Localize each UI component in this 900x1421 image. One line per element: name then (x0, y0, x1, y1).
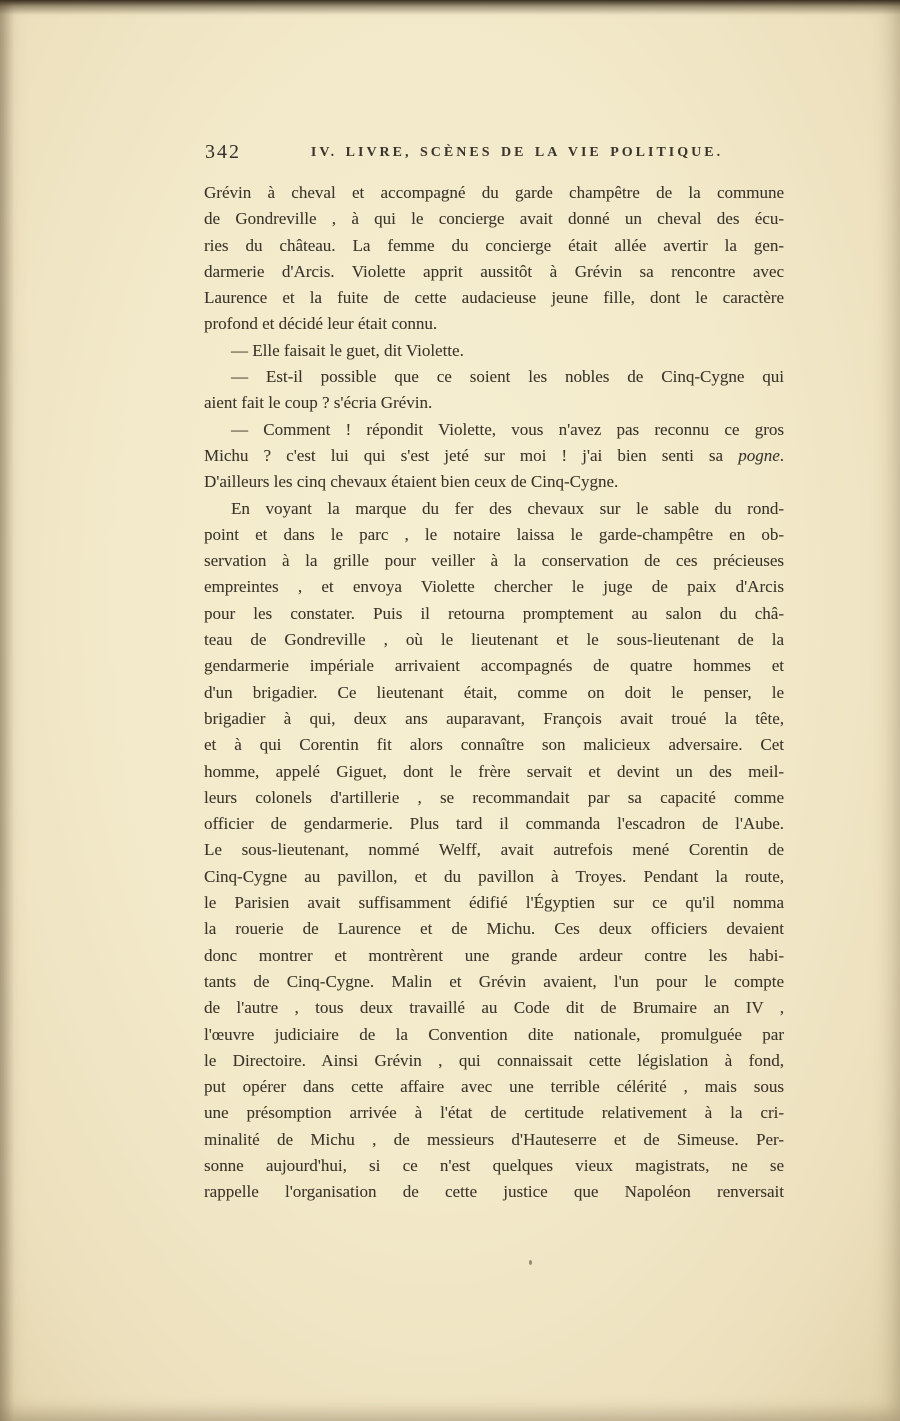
text-line: En voyant la marque du fer des chevaux sur le sable du rond- (231, 498, 784, 518)
text-line: Laurence et la fuite de cette audacieuse jeune fille, dont le caractère (204, 288, 784, 308)
text-line: la rouerie de Laurence et de Michu. Ces deux officiers devaient (204, 919, 784, 939)
text-block (204, 180, 784, 1206)
text-line: ries du château. La femme du concierge était allée avertir la gen- (204, 235, 784, 255)
text-line: pour les constater. Puis il retourna promptement au salon du châ- (204, 603, 784, 623)
text-line: Michu ? c'est lui qui s'est jeté sur moi ! j'ai bien senti sa pogne. (204, 445, 784, 465)
text-line: le Directoire. Ainsi Grévin , qui connaissait cette législation à fond, (204, 1050, 784, 1070)
text-line: homme, appelé Giguet, dont le frère servait et devint un des meil- (204, 761, 784, 781)
text-line: Le sous-lieutenant, nommé Welff, avait autrefois mené Corentin de (204, 840, 784, 860)
text-line: de l'autre , tous deux travaillé au Code dit de Brumaire an IV , (204, 998, 784, 1018)
text-line: put opérer dans cette affaire avec une terrible célérité , mais sous (204, 1077, 784, 1097)
text-line: d'un brigadier. Ce lieutenant était, comme on doit le penser, le (204, 682, 784, 702)
text-line: aient fait le coup ? s'écria Grévin. (204, 393, 433, 413)
text-line: empreintes , et envoya Violette chercher le juge de paix d'Arcis (204, 577, 784, 597)
text-line: teau de Gondreville , où le lieutenant et le sous-lieutenant de la (204, 630, 784, 650)
text-line: brigadier à qui, deux ans auparavant, François avait troué la tête, (204, 708, 784, 728)
text-line: point et dans le parc , le notaire laissa le garde-champêtre en ob- (204, 524, 784, 544)
text-line: — Comment ! répondit Violette, vous n'avez pas reconnu ce gros (231, 419, 784, 439)
text-line: de Gondreville , à qui le concierge avait donné un cheval des écu- (204, 209, 784, 229)
text-line: l'œuvre judiciaire de la Convention dite nationale, promulguée par (204, 1024, 784, 1044)
text-line: — Est-il possible que ce soient les nobles de Cinq-Cygne qui (231, 367, 784, 387)
text-line: officier de gendarmerie. Plus tard il commanda l'escadron de l'Aube. (204, 814, 784, 834)
text-line: servation à la grille pour veiller à la conservation de ces précieuses (204, 551, 784, 571)
text-line: le Parisien avait suffisamment édifié l'Égyptien sur ce qu'il nomma (204, 893, 784, 913)
running-title: IV. LIVRE, SCÈNES DE LA VIE POLITIQUE. (310, 145, 724, 160)
page-header (204, 141, 784, 167)
text-line: rappelle l'organisation de cette justice que Napoléon renversait (204, 1182, 784, 1202)
text-line: — Elle faisait le guet, dit Violette. (231, 340, 464, 360)
text-line: tants de Cinq-Cygne. Malin et Grévin avaient, l'un pour le compte (204, 971, 784, 991)
text-line: Cinq-Cygne au pavillon, et du pavillon à Troyes. Pendant la route, (204, 866, 784, 886)
text-line: et à qui Corentin fit alors connaître son malicieux adversaire. Cet (204, 735, 784, 755)
text-line: leurs colonels d'artillerie , se recommandait par sa capacité comme (204, 787, 784, 807)
text-line: minalité de Michu , de messieurs d'Hauteserre et de Simeuse. Per- (204, 1129, 784, 1149)
page-number: 342 (205, 141, 241, 163)
text-line: D'ailleurs les cinq chevaux étaient bien ceux de Cinq-Cygne. (204, 472, 619, 492)
text-line: gendarmerie impériale arrivaient accompagnés de quatre hommes et (204, 656, 784, 676)
text-line: une présomption arrivée à l'état de certitude relativement à la cri- (204, 1103, 784, 1123)
text-line: sonne aujourd'hui, si ce n'est quelques vieux magistrats, ne se (204, 1155, 784, 1175)
text-line: donc montrer et montrèrent une grande ardeur contre les habi- (204, 945, 784, 965)
text-line: Grévin à cheval et accompagné du garde champêtre de la commune (204, 183, 784, 202)
text-line: darmerie d'Arcis. Violette apprit aussitôt à Grévin sa rencontre avec (204, 261, 784, 281)
ink-speck (529, 1260, 532, 1265)
text-line: profond et décidé leur était connu. (204, 314, 438, 334)
